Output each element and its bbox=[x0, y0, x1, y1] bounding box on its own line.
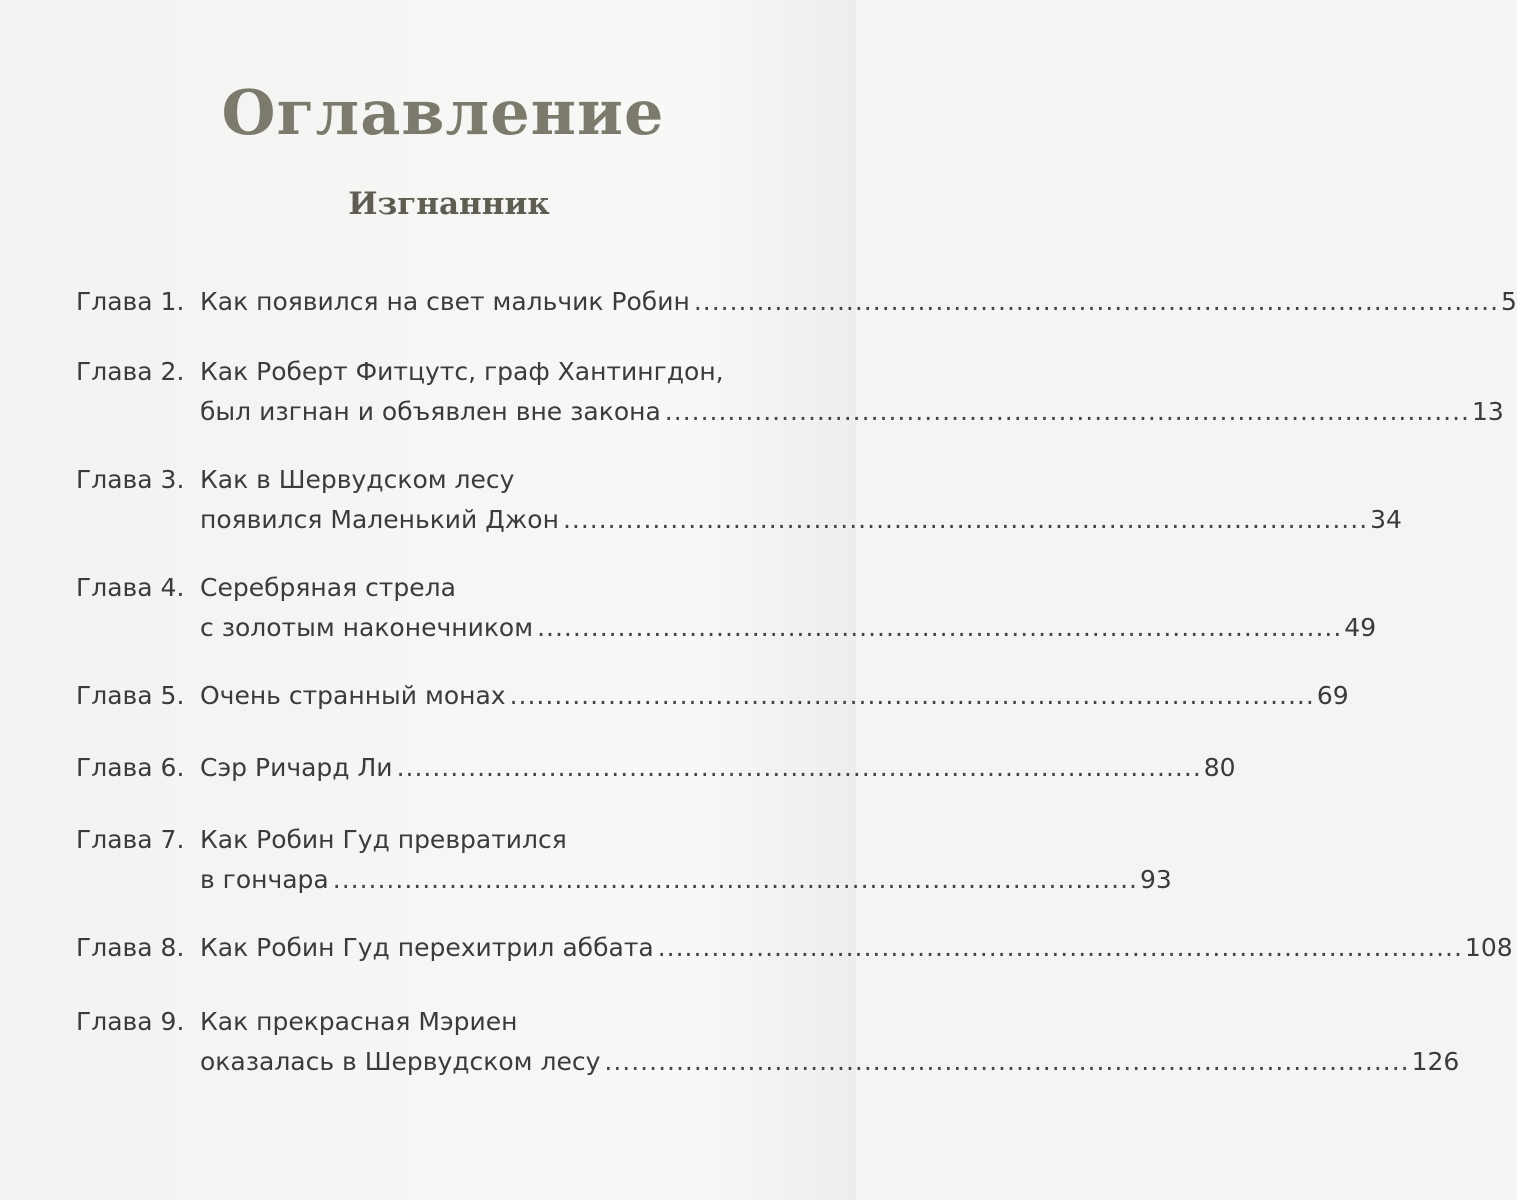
dot-leader: .......................................................................................... bbox=[657, 933, 1463, 962]
chapter-title-text: Как появился на свет мальчик Робин bbox=[200, 287, 690, 316]
chapter-title-text: в гончара bbox=[200, 865, 329, 894]
chapter-title-text: Сэр Ричард Ли bbox=[200, 753, 393, 782]
chapter-title-text: был изгнан и объявлен вне закона bbox=[200, 397, 661, 426]
chapter-title-text: Как Робин Гуд перехитрил аббата bbox=[200, 933, 654, 962]
chapter-title-text: Как прекрасная Мэриен bbox=[200, 1007, 518, 1036]
chapter-title-line bbox=[200, 928, 1513, 968]
dot-leader: .......................................................................................... bbox=[562, 505, 1369, 534]
chapter-label: Глава 3. bbox=[76, 465, 185, 494]
page-number: 34 bbox=[1370, 505, 1402, 534]
page-number: 69 bbox=[1316, 681, 1349, 710]
chapter-title-text: с золотым наконечником bbox=[200, 613, 534, 642]
chapter-title-text: Серебряная стрела bbox=[200, 573, 456, 602]
chapter-title-text: Очень странный монах bbox=[200, 681, 506, 710]
chapter-title-text: оказалась в Шервудском лесу bbox=[200, 1047, 601, 1076]
chapter-title-text: Как Роберт Фитцутс, граф Хантингдон, bbox=[200, 357, 724, 386]
chapter-label: Глава 2. bbox=[76, 357, 185, 386]
page-number: 49 bbox=[1344, 613, 1377, 642]
chapter-label: Глава 8. bbox=[76, 933, 185, 962]
dot-leader: .......................................................................................... bbox=[537, 613, 1343, 642]
chapter-title-line bbox=[200, 392, 1504, 432]
page-number: 5 bbox=[1501, 287, 1517, 316]
chapter-title-text: появился Маленький Джон bbox=[200, 505, 559, 534]
chapter-title-line bbox=[200, 860, 1172, 900]
dot-leader: .......................................................................................... bbox=[509, 681, 1315, 710]
page-title: Оглавление bbox=[221, 76, 665, 149]
section-title: Изгнанник bbox=[348, 186, 550, 222]
chapter-title-line bbox=[200, 282, 1517, 322]
chapter-title-line bbox=[200, 676, 1349, 716]
page-number: 126 bbox=[1411, 1047, 1460, 1076]
chapter-label: Глава 6. bbox=[76, 753, 185, 782]
chapter-label: Глава 7. bbox=[76, 825, 185, 854]
chapter-label: Глава 1. bbox=[76, 287, 185, 316]
chapter-label: Глава 4. bbox=[76, 573, 185, 602]
chapter-title-text: Как Робин Гуд превратился bbox=[200, 825, 567, 854]
page-number: 108 bbox=[1464, 933, 1513, 962]
chapter-title-line bbox=[200, 500, 1402, 540]
chapter-label: Глава 9. bbox=[76, 1007, 185, 1036]
page-number: 93 bbox=[1139, 865, 1172, 894]
chapter-label: Глава 5. bbox=[76, 681, 185, 710]
page-number: 13 bbox=[1472, 397, 1504, 426]
chapter-title-line bbox=[200, 608, 1377, 648]
dot-leader: .......................................................................................... bbox=[604, 1047, 1410, 1076]
dot-leader: .......................................................................................... bbox=[693, 287, 1500, 316]
dot-leader: .......................................................................................... bbox=[332, 865, 1138, 894]
dot-leader: .......................................................................................... bbox=[396, 753, 1202, 782]
chapter-title-line bbox=[200, 1042, 1460, 1082]
chapter-title-line bbox=[200, 748, 1236, 788]
chapter-title-text: Как в Шервудском лесу bbox=[200, 465, 515, 494]
dot-leader: .......................................................................................... bbox=[664, 397, 1471, 426]
page-number: 80 bbox=[1203, 753, 1236, 782]
